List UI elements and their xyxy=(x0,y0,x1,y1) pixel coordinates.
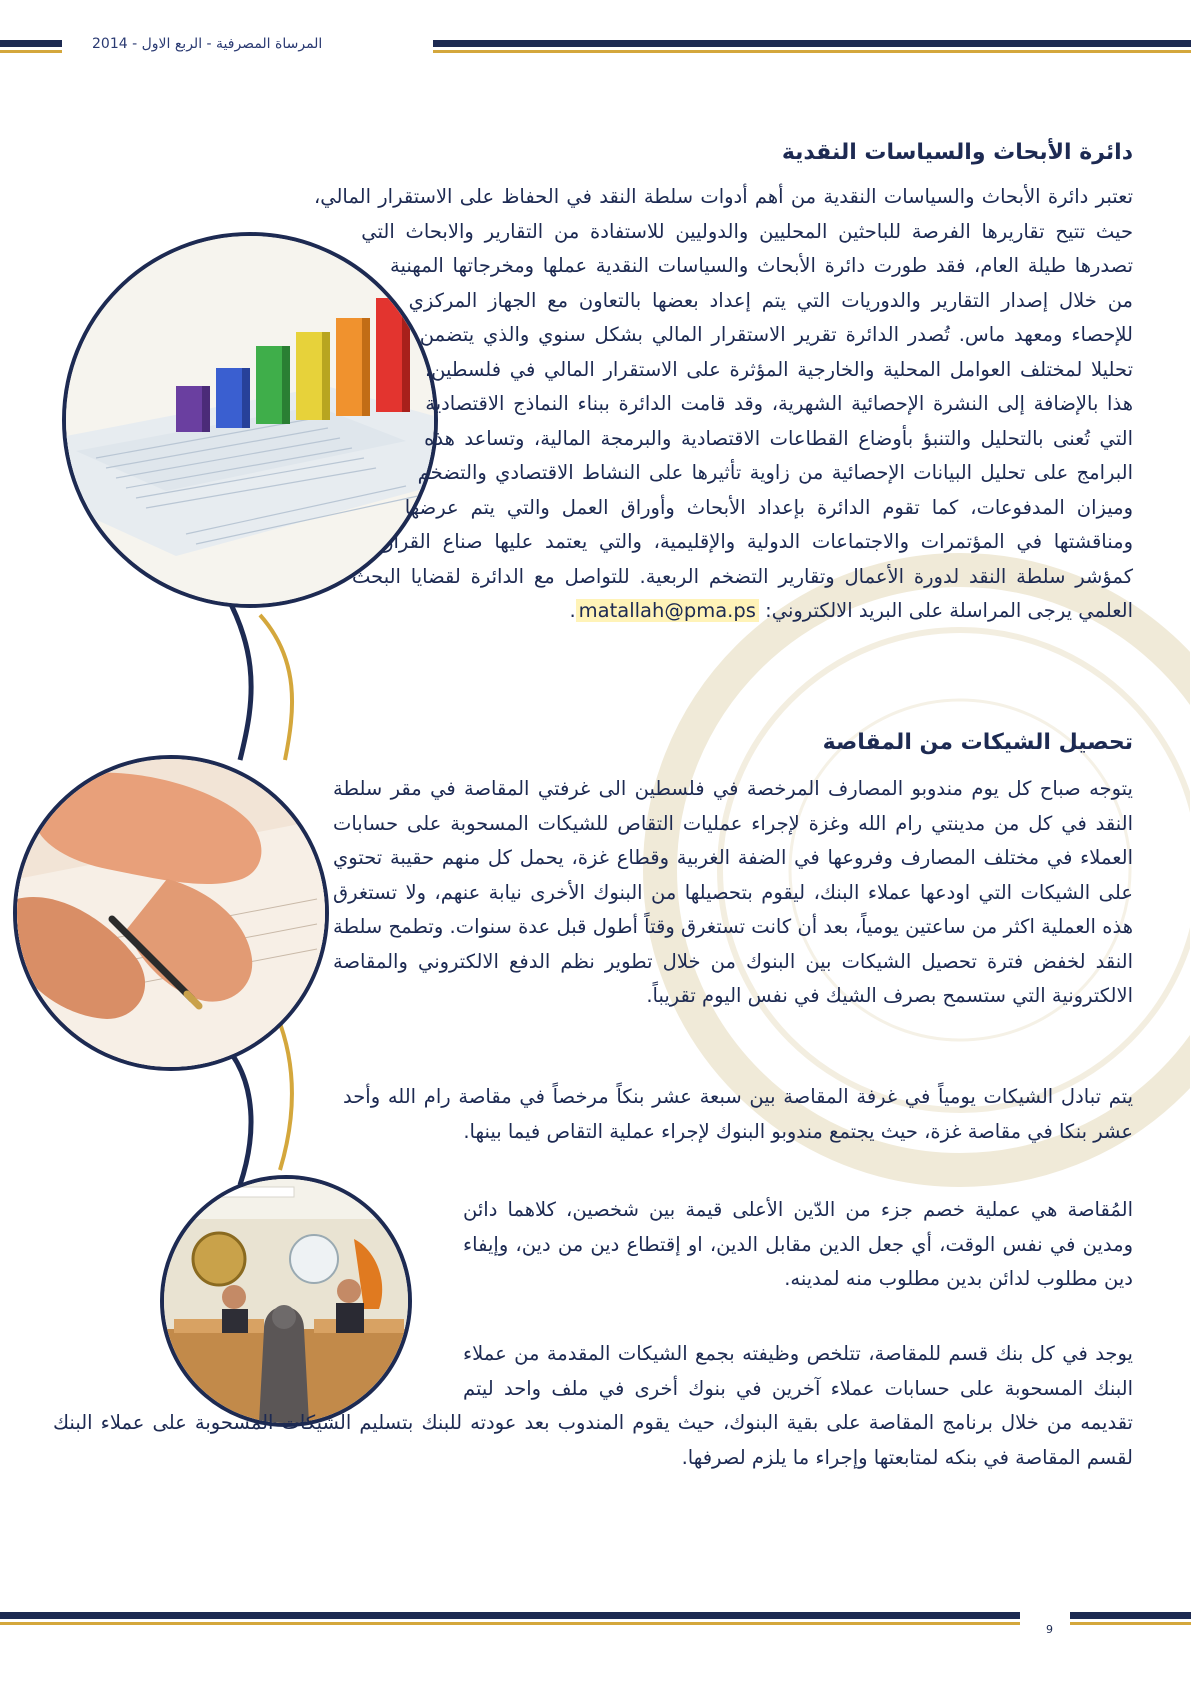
float-room-spacer xyxy=(53,1337,463,1405)
header-title: المرساة المصرفية - الربع الاول - 2014 xyxy=(92,36,323,52)
footer-rule-right xyxy=(1070,1612,1191,1619)
section1-paragraph xyxy=(63,180,1133,629)
hand-signing-icon xyxy=(17,759,325,1067)
footer-rule-left-gold xyxy=(0,1622,1020,1625)
section2-p2 xyxy=(343,1080,1133,1149)
footer-rule-right-gold xyxy=(1070,1622,1191,1625)
section2-p2-text: يتم تبادل الشيكات يومياً في غرفة المقاصة بين سبعة عشر بنكاً مرخصاً في مقاصة رام الله وأحد عشر بنكا في مقاصة غزة، حيث يجتمع مندوبو البنوك لإجراء عملية التقاص فيما بينها. xyxy=(343,1085,1133,1143)
footer-rule-left xyxy=(0,1612,1020,1619)
section2-p4-text: يوجد في كل بنك قسم للمقاصة، تتلخص وظيفته بجمع الشيكات المقدمة من عملاء البنك المسحوبة على حسابات عملاء آخرين في بنوك أخرى في ملف واحد ليتم تقديمه من خلال برنامج المقاصة على بقية البنوك، حيث يقوم المندوب بعد عودته للبنك بتسليم الشيكات المسحوبة على عملاء البنك لقسم المقاصة في بنكه لمتابعتها وإجراء ما يلزم لصرفها. xyxy=(53,1342,1133,1469)
section2-p4 xyxy=(53,1337,1133,1475)
page-number: 9 xyxy=(1046,1623,1053,1636)
email-link[interactable]: matallah@pma.ps xyxy=(576,599,759,622)
section2-p1-text: يتوجه صباح كل يوم مندوبو المصارف المرخصة في فلسطين الى غرفتي المقاصة في مقر سلطة النقد في كل من مدينتي رام الله وغزة لإجراء عمليات التقاص للشيكات المسحوبة على حسابات العملاء في مختلف المصارف وفروعها في الضفة الغربية وقطاع غزة، يحمل كل منهم حقيبة تحتوي على الشيكات التي اودعها عملاء البنك، ليقوم بتحصيلها من البنوك الأخرى نيابة عنهم، ولا تستغرق هذه العملية اكثر من ساعتين يومياً، بعد أن كانت تستغرق وقتاً أطول قبل عدة سنوات. وتطمح سلطة النقد لخفض فترة تحصيل الشيكات بين البنوك من خلال تطوير نظم الدفع الالكتروني والمقاصة الالكترونية التي ستسمح بصرف الشيك في نفس اليوم تقريباً. xyxy=(333,777,1133,1007)
section2-p3-text: المُقاصة هي عملية خصم جزء من الدّين الأعلى قيمة بين شخصين، كلاهما دائن ومدين في نفس الوقت، أي جعل الدين مقابل الدين، او إقتطاع دين من دين، وإيفاء دين مطلوب لدائن بدين مطلوب منه لمدينه. xyxy=(463,1198,1133,1290)
cheque-photo xyxy=(13,755,329,1071)
section2-heading: تحصيل الشيكات من المقاصة xyxy=(822,730,1133,755)
section1-text: تعتبر دائرة الأبحاث والسياسات النقدية من أهم أدوات سلطة النقد في الحفاظ على الاستقرار المالي، حيث تتيح تقاريرها الفرصة للباحثين المحليين والدوليين للاستفادة من التقارير والابحاث التي تصدرها طيلة العام، فقد طورت دائرة الأبحاث والسياسات النقدية عملها ومخرجاتها المهنية من خلال إصدار التقارير والدوريات التي يتم إعداد بعضها بالتعاون مع الجهاز المركزي للإحصاء ومعهد ماس. تُصدر الدائرة تقرير الاستقرار المالي بشكل سنوي والذي يتضمن تحليلا لمختلف العوامل المحلية والخارجية المؤثرة على الاستقرار المالي في فلسطين، هذا بالإضافة إلى النشرة الإحصائية الشهرية، وقد قامت الدائرة ببناء النماذج الاقتصادية التي تُعنى بالتحليل والتنبؤ بأوضاع القطاعات الاقتصادية والبرمجة المالية، وتساعد هذه البرامج على تحليل البيانات الإحصائية من زاوية تأثيرها على النشاط الاقتصادي والتضخم وميزان المدفوعات، كما تقوم الدائرة بإعداد الأبحاث وأوراق العمل والتي يتم عرضها ومناقشتها في المؤتمرات والاجتماعات الدولية والإقليمية، والتي يعتمد عليها صناع القرار كمؤشر سلطة النقد لدورة الأعمال وتقارير التضخم الربعية. للتواصل مع الدائرة لقضايا البحث العلمي يرجى المراسلة على البريد الالكتروني: xyxy=(313,185,1133,622)
section2-p1 xyxy=(333,772,1133,1014)
section1-end-punct: . xyxy=(569,599,576,622)
section2-p3 xyxy=(463,1193,1133,1297)
section1-heading: دائرة الأبحاث والسياسات النقدية xyxy=(781,140,1133,165)
